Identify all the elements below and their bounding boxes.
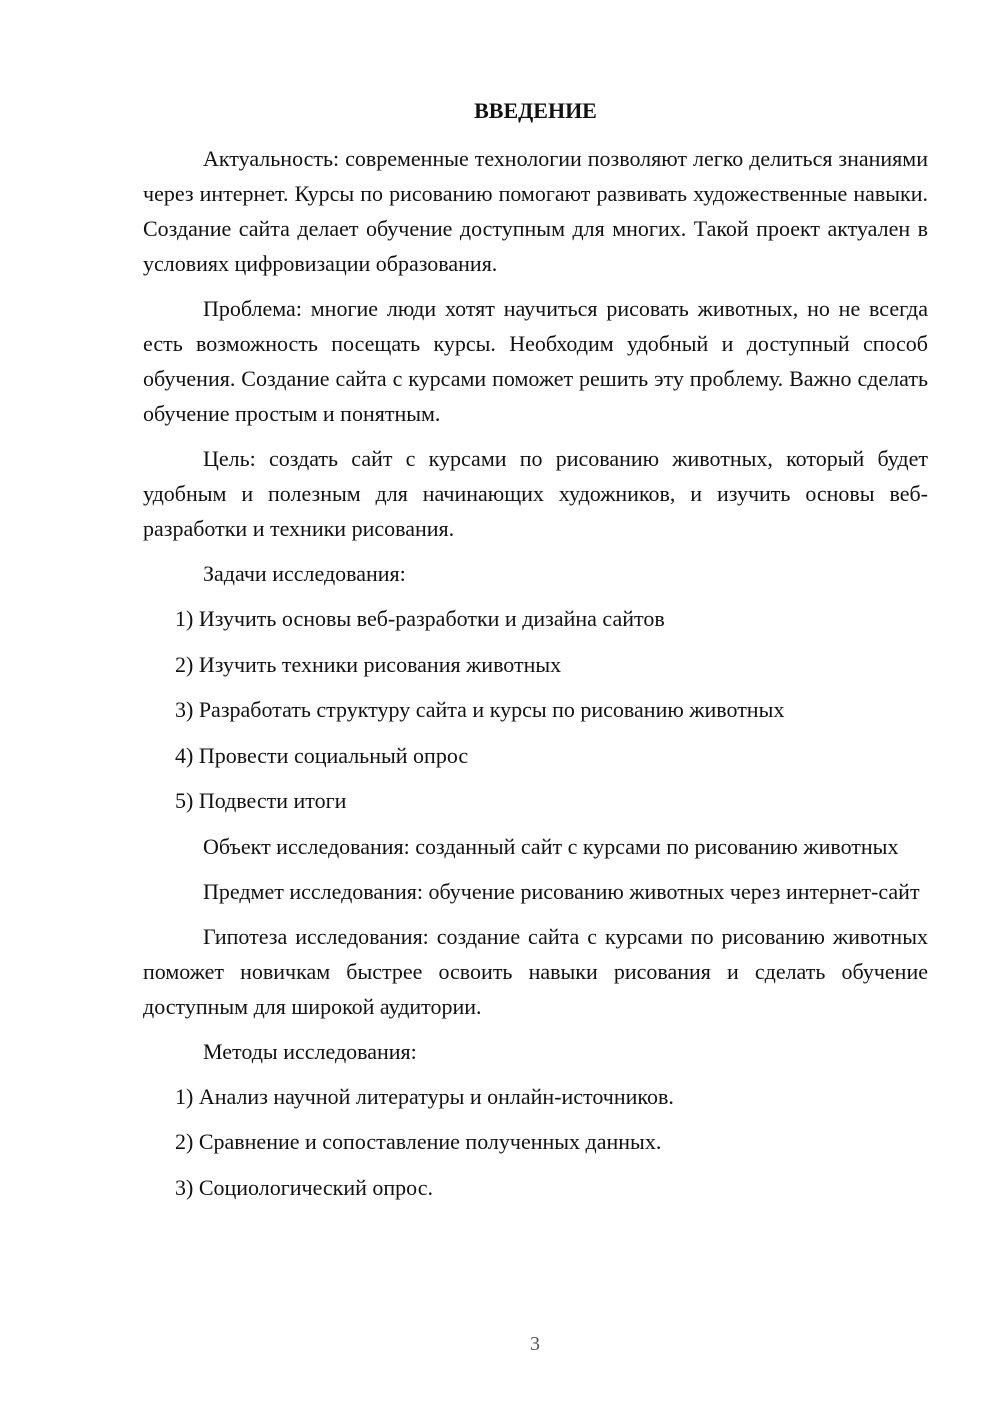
task-item: 2) Изучить техники рисования животных (175, 651, 562, 677)
method-item: 3) Социологический опрос. (175, 1174, 433, 1200)
relevance-paragraph: Актуальность: современные технологии позволяют легко делиться знаниями через интернет. Курсы по рисованию помогают развивать художественные навыки. Создание сайта делает обучение доступным для многих. Такой проект актуален в условиях цифровизации образования. (143, 146, 928, 276)
tasks-list (143, 601, 928, 818)
method-item: 1) Анализ научной литературы и онлайн-источников. (175, 1083, 674, 1109)
methods-list (143, 1079, 928, 1205)
problem-paragraph: Проблема: многие люди хотят научиться рисовать животных, но не всегда есть возможность посещать курсы. Необходим удобный и доступный способ обучения. Создание сайта с курсами поможет решить эту проблему. Важно сделать обучение простым и понятным. (143, 296, 928, 426)
object-paragraph: Объект исследования: созданный сайт с курсами по рисованию животных (203, 833, 899, 859)
goal-paragraph: Цель: создать сайт с курсами по рисованию животных, который будет удобным и полезным для начинающих художников, и изучить основы веб-разработки и техники рисования. (143, 446, 928, 541)
task-item: 3) Разработать структуру сайта и курсы по рисованию животных (175, 697, 785, 722)
page-number: 3 (530, 1333, 540, 1355)
section-heading: ВВЕДЕНИЕ (474, 98, 597, 123)
page-body (143, 141, 928, 1215)
task-item: 5) Подвести итоги (175, 788, 347, 813)
hypothesis-paragraph: Гипотеза исследования: создание сайта с курсами по рисованию животных поможет новичкам быстрее освоить навыки рисования и сделать обучение доступным для широкой аудитории. (143, 923, 928, 1019)
method-item: 2) Сравнение и сопоставление полученных данных. (175, 1129, 662, 1154)
task-item: 4) Провести социальный опрос (175, 742, 469, 768)
task-item: 1) Изучить основы веб-разработки и дизайна сайтов (175, 606, 665, 631)
tasks-title: Задачи исследования: (203, 561, 406, 586)
subject-paragraph: Предмет исследования: обучение рисованию животных через интернет-сайт (203, 878, 920, 904)
methods-title: Методы исследования: (203, 1038, 417, 1064)
